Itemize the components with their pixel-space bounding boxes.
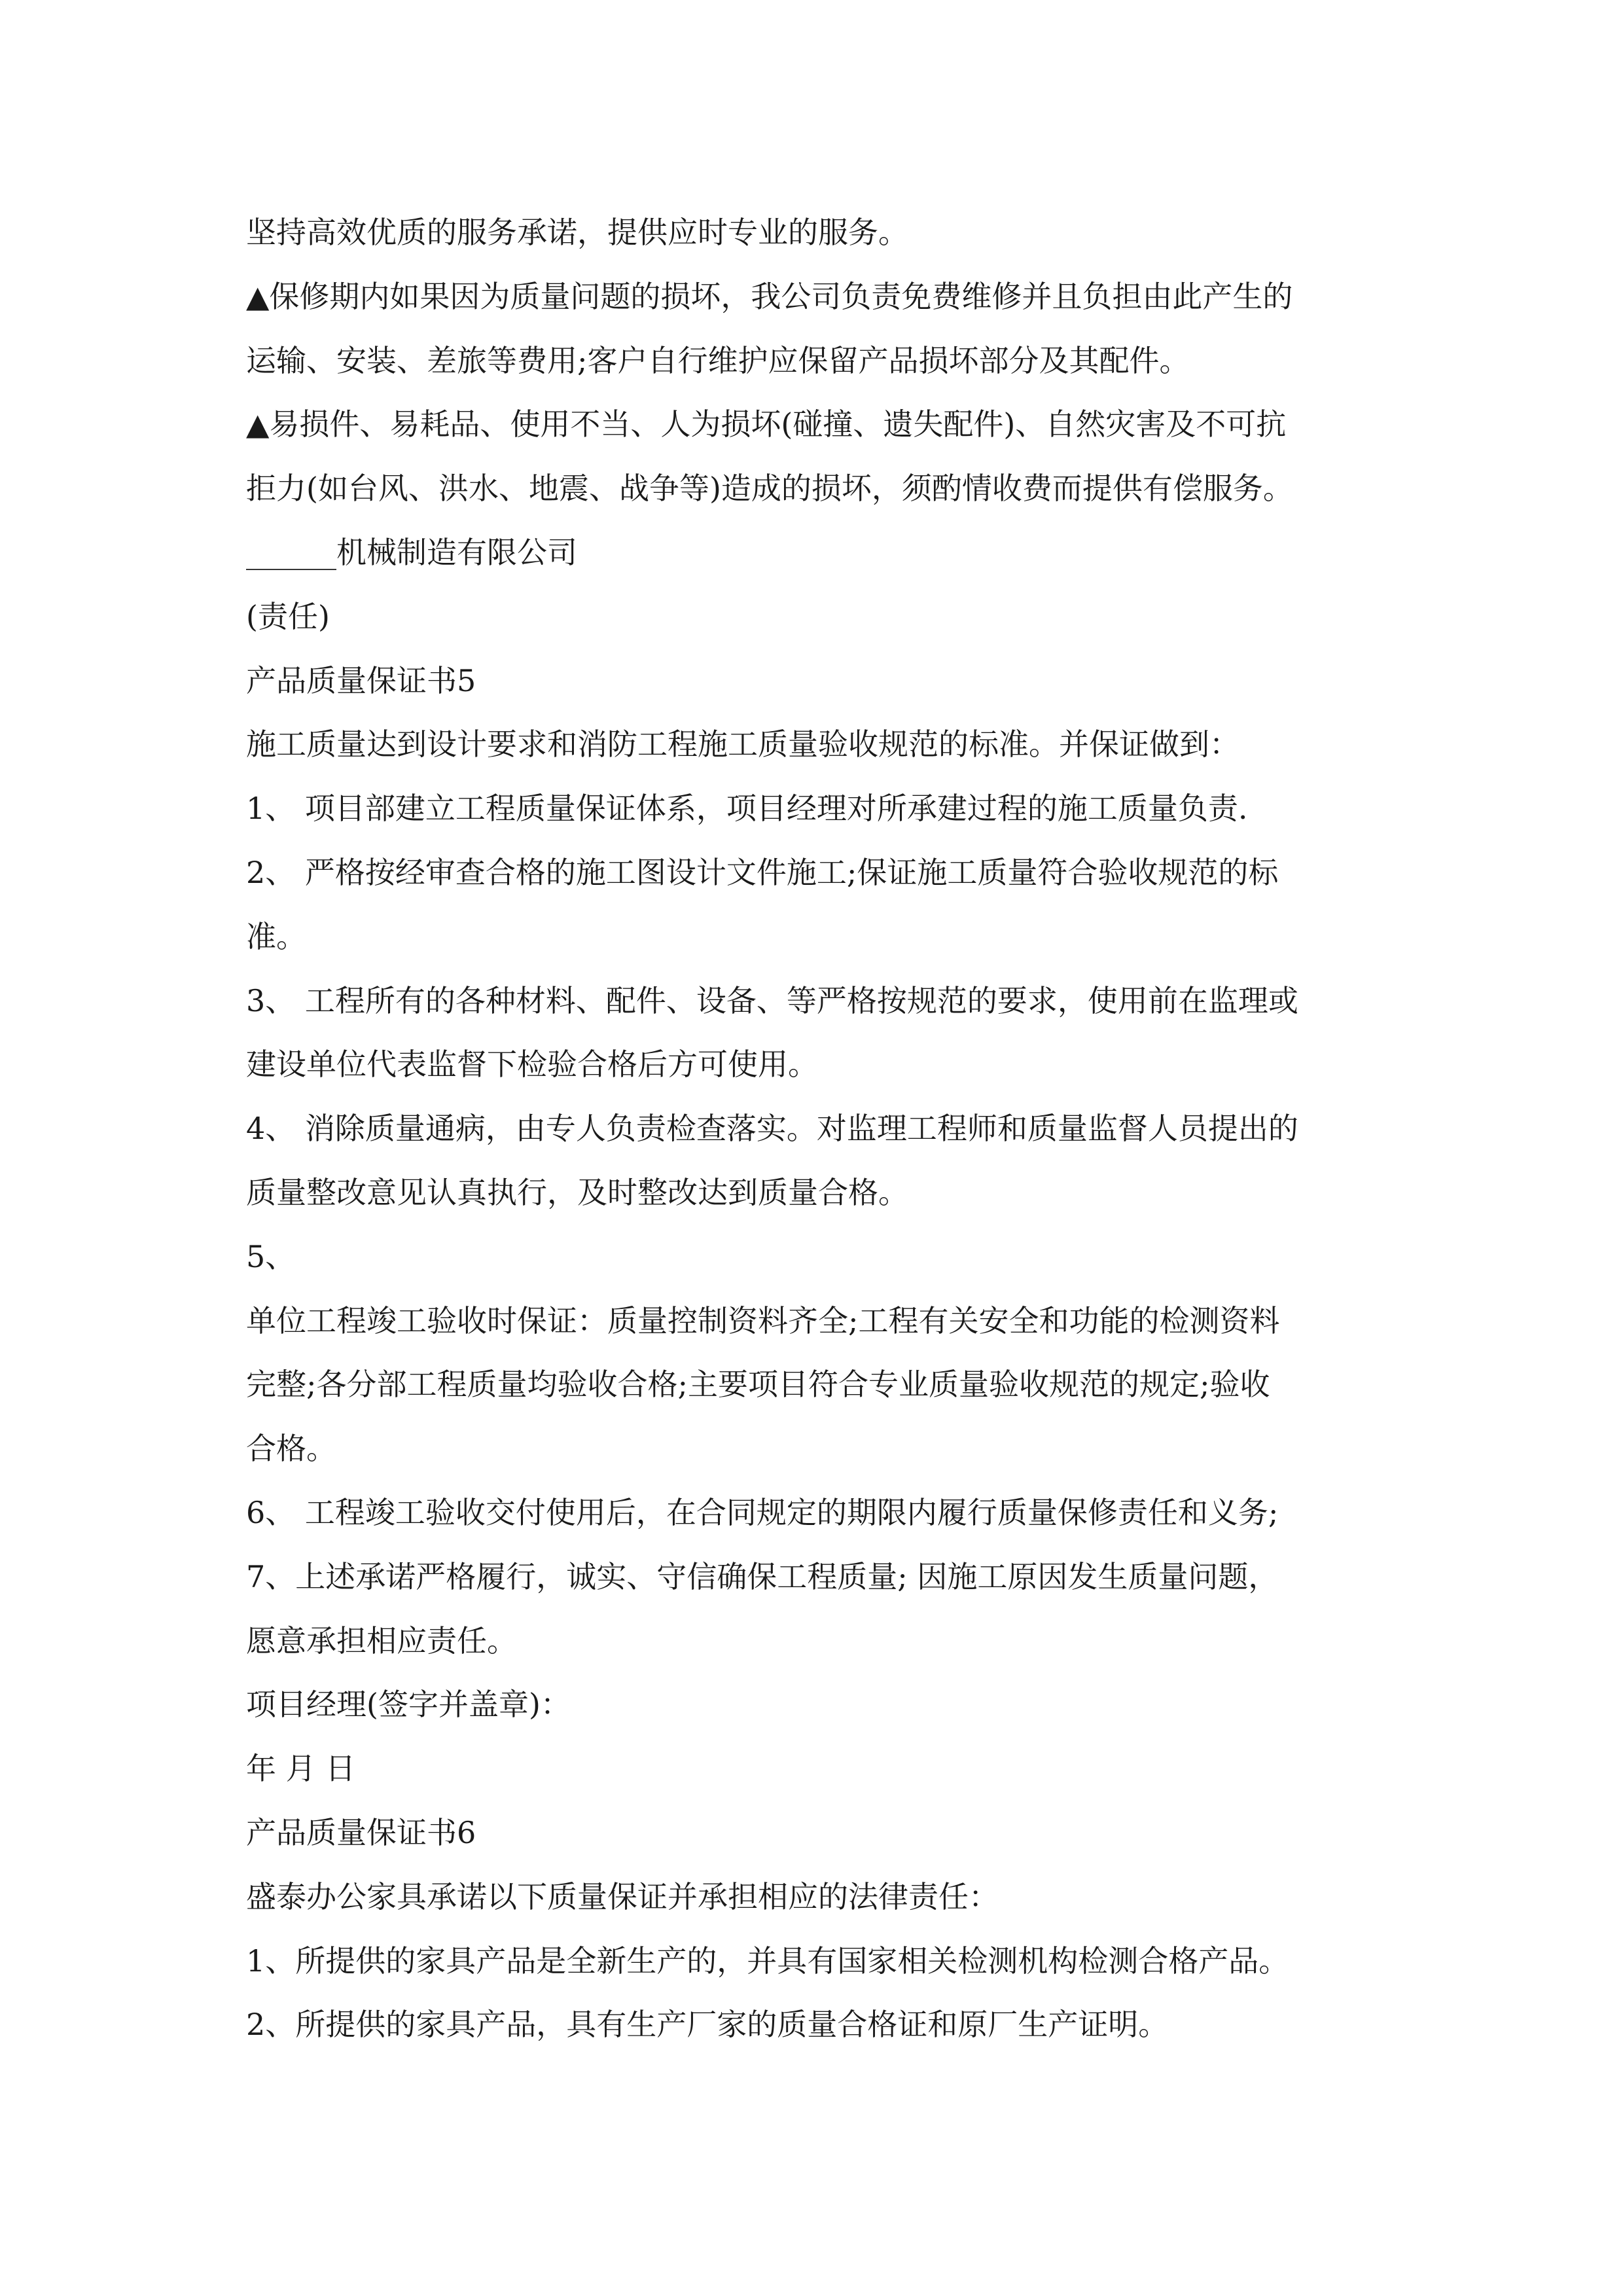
- text-line: (责任): [246, 598, 330, 634]
- list-item: 2、所提供的家具产品，具有生产厂家的质量合格证和原厂生产证明。: [246, 2007, 1169, 2043]
- section-heading: 产品质量保证书5: [246, 662, 476, 698]
- text-line: 盛泰办公家具承诺以下质量保证并承担相应的法律责任：: [246, 1878, 999, 1914]
- date-line: 年 月 日: [246, 1751, 356, 1787]
- text-line: ▲易损件、易耗品、使用不当、人为损坏(碰撞、遗失配件)、自然灾害及不可抗: [246, 406, 1287, 442]
- text-line: 坚持高效优质的服务承诺，提供应时专业的服务。: [246, 215, 908, 250]
- section-heading: 产品质量保证书6: [246, 1814, 476, 1850]
- list-item: 1、所提供的家具产品是全新生产的，并具有国家相关检测机构检测合格产品。: [246, 1943, 1289, 1979]
- text-line: 合格。: [246, 1431, 336, 1467]
- text-line: 运输、安装、差旅等费用;客户自行维护应保留产品损坏部分及其配件。: [246, 342, 1190, 378]
- list-item: 2、 严格按经审查合格的施工图设计文件施工;保证施工质量符合验收规范的标: [246, 854, 1279, 890]
- list-item: 1、 项目部建立工程质量保证体系，项目经理对所承建过程的施工质量负责.: [246, 791, 1248, 827]
- list-item: 4、 消除质量通病，由专人负责检查落实。对监理工程师和质量监督人员提出的: [246, 1111, 1298, 1147]
- text-line: 单位工程竣工验收时保证：质量控制资料齐全;工程有关安全和功能的检测资料: [246, 1302, 1280, 1338]
- list-item: 6、 工程竣工验收交付使用后，在合同规定的期限内履行质量保修责任和义务;: [246, 1494, 1279, 1530]
- document-body: [246, 201, 1411, 2057]
- text-line: 拒力(如台风、洪水、地震、战争等)造成的损坏，须酌情收费而提供有偿服务。: [246, 471, 1293, 507]
- company-signature-line: ______机械制造有限公司: [246, 534, 577, 570]
- list-item: 3、 工程所有的各种材料、配件、设备、等严格按规范的要求，使用前在监理或: [246, 982, 1298, 1018]
- signature-label: 项目经理(签字并盖章)：: [246, 1687, 571, 1723]
- text-line: 质量整改意见认真执行，及时整改达到质量合格。: [246, 1174, 908, 1210]
- list-item: 5、: [246, 1238, 296, 1274]
- text-line: 完整;各分部工程质量均验收合格;主要项目符合专业质量验收规范的规定;验收: [246, 1367, 1270, 1403]
- text-line: 准。: [246, 918, 306, 954]
- text-line: 建设单位代表监督下检验合格后方可使用。: [246, 1047, 818, 1083]
- text-line: 愿意承担相应责任。: [246, 1623, 517, 1659]
- text-line: 施工质量达到设计要求和消防工程施工质量验收规范的标准。并保证做到：: [246, 726, 1240, 762]
- list-item: 7、上述承诺严格履行，诚实、守信确保工程质量; 因施工原因发生质量问题，: [246, 1558, 1279, 1594]
- text-line: ▲保修期内如果因为质量问题的损坏，我公司负责免费维修并且负担由此产生的: [246, 278, 1293, 314]
